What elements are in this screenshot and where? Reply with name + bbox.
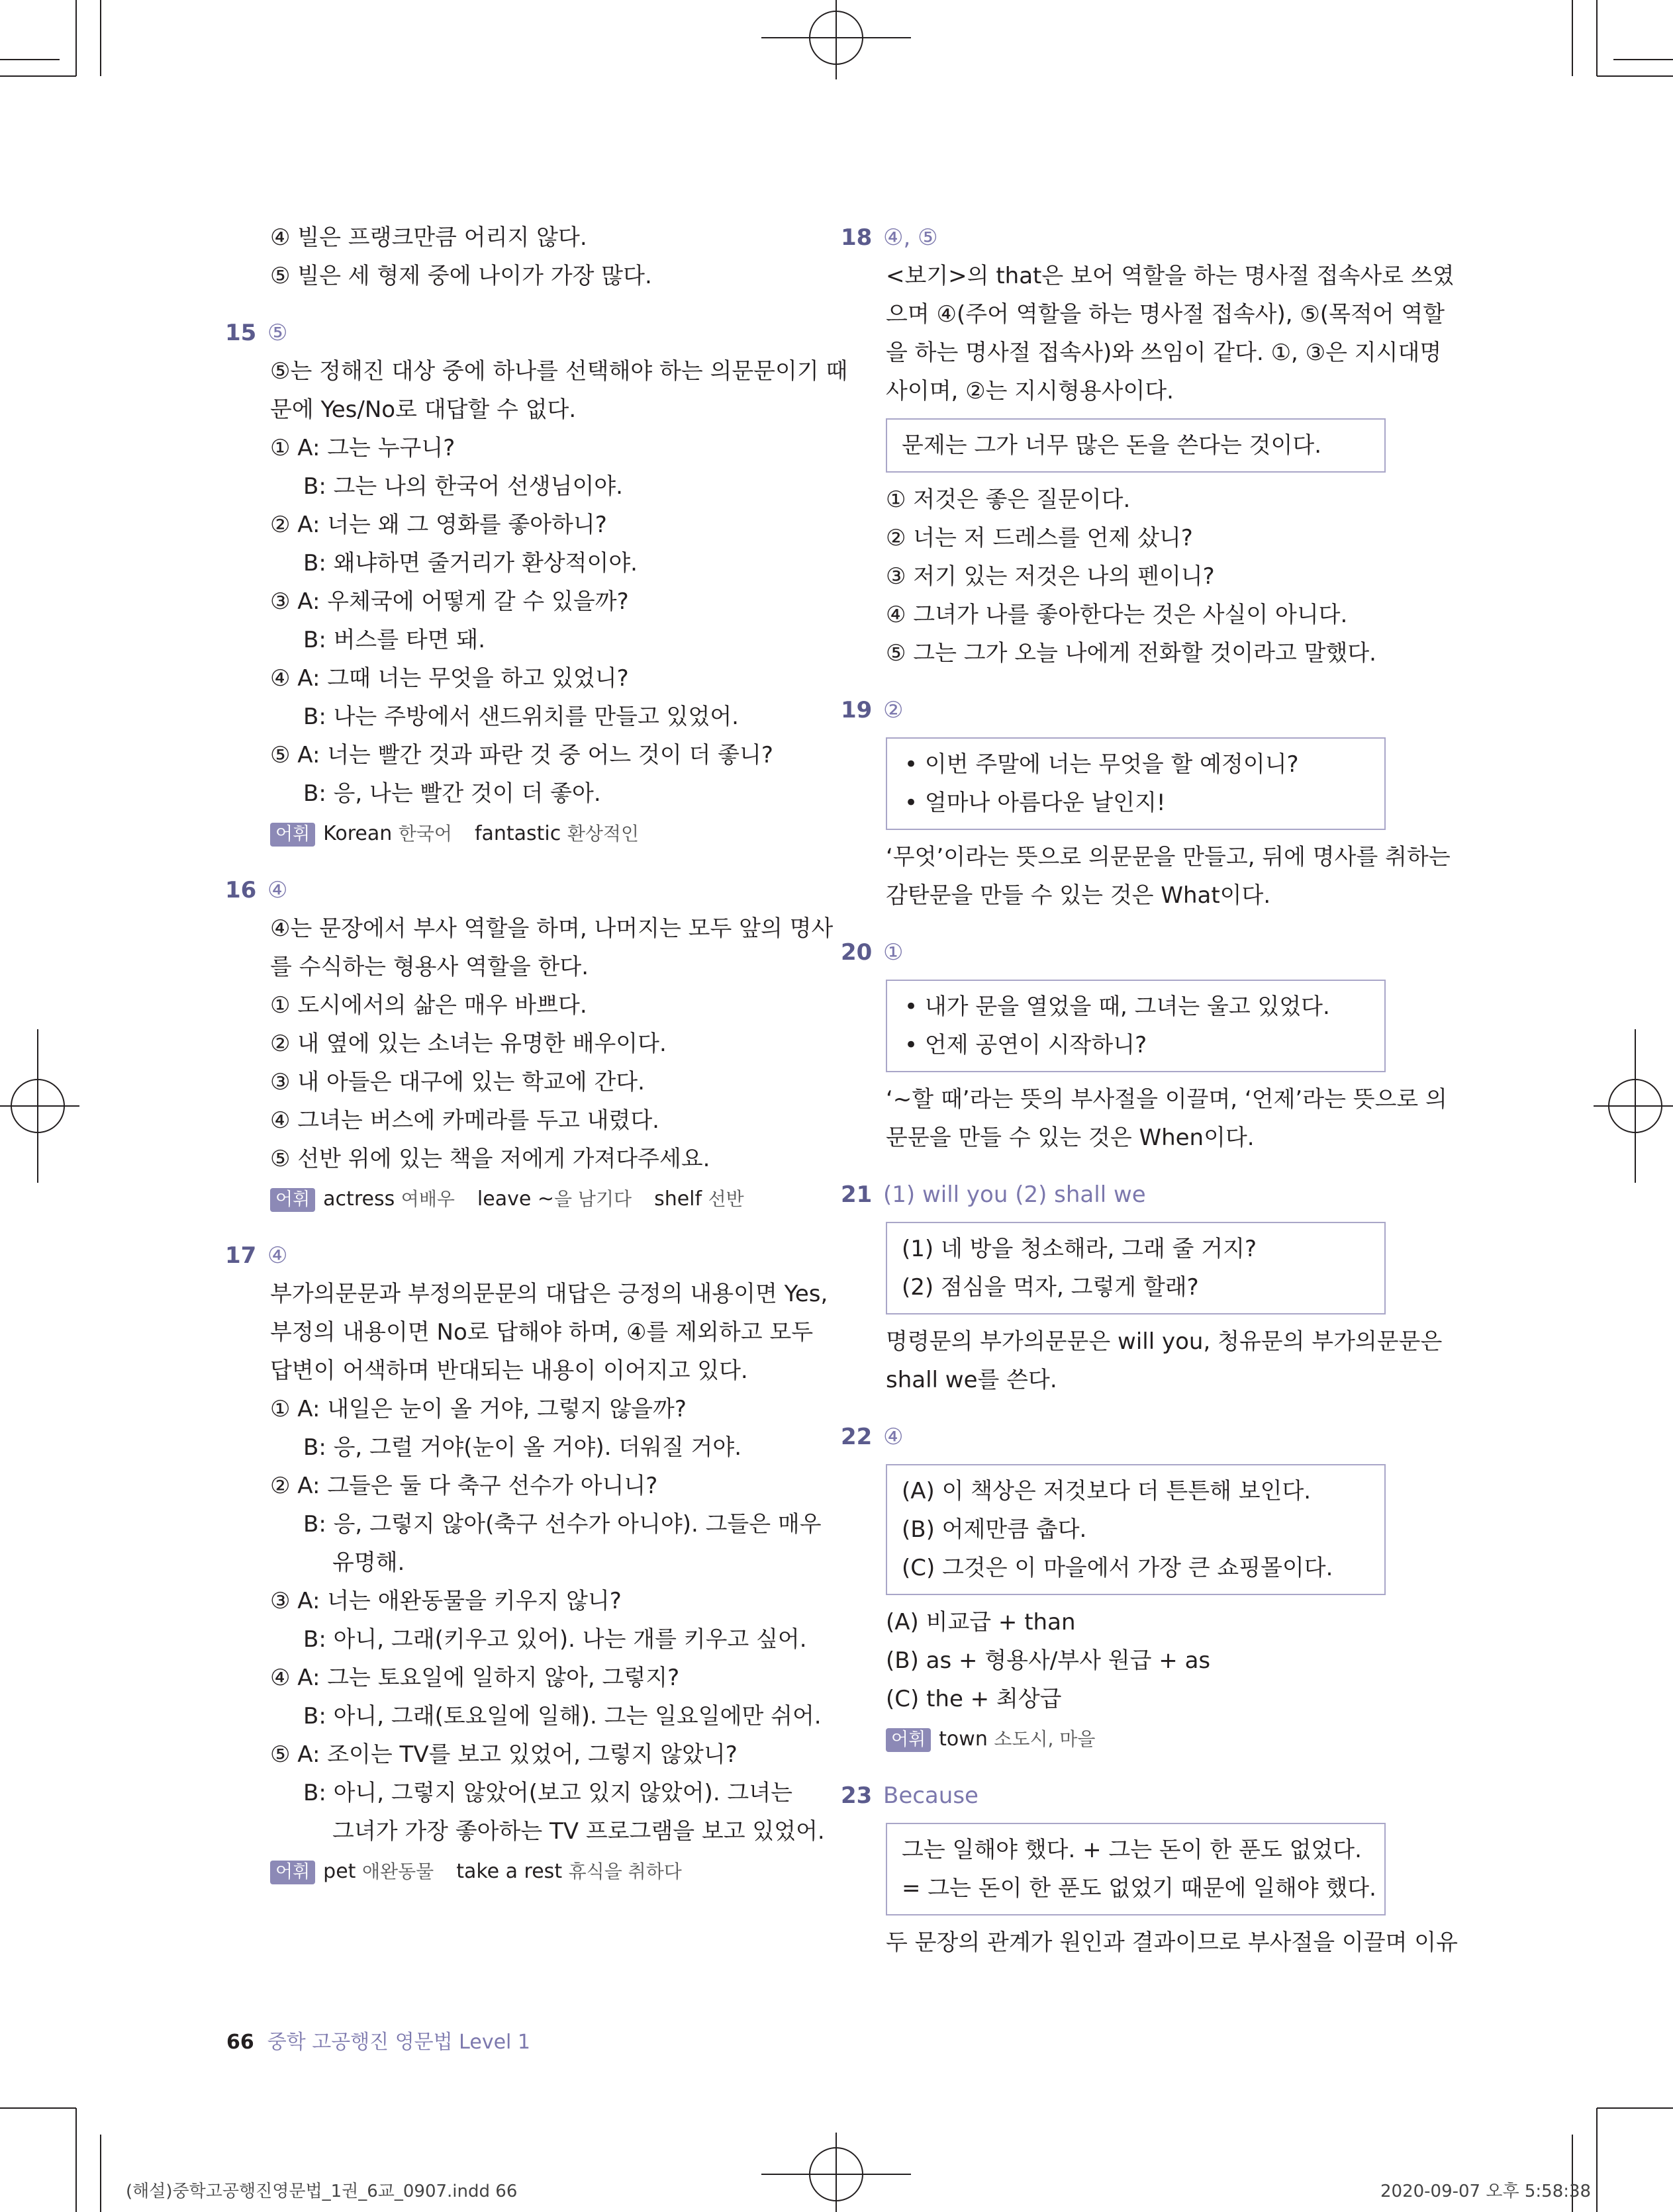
example-box — [886, 737, 1386, 830]
vocab-meaning: 소도시, 마을 — [994, 1728, 1096, 1750]
choice-item: ① 저것은 좋은 질문이다. — [886, 486, 1131, 513]
dialog-b: B: 응, 그렇지 않아(축구 선수가 아니야). 그들은 매우 — [303, 1511, 822, 1538]
question-number: 22 — [841, 1424, 873, 1450]
explanation-line: ④는 문장에서 부사 역할을 하며, 나머지는 모두 앞의 명사 — [270, 915, 834, 942]
explanation-line: ‘무엇’이라는 뜻으로 의문문을 만들고, 뒤에 명사를 취하는 — [886, 844, 1451, 870]
slug-filename: (해설)중학고공행진영문법_1권_6교_0907.indd 66 — [126, 2182, 518, 2201]
explanation-line: 명령문의 부가의문문은 will you, 청유문의 부가의문문은 — [886, 1328, 1443, 1355]
page-number: 66 — [226, 2031, 254, 2054]
choice-item: ② 너는 저 드레스를 언제 샀니? — [886, 525, 1193, 551]
vocab-line — [225, 1181, 808, 1218]
vocab-meaning: 한국어 — [398, 823, 452, 845]
dialog-b: B: 응, 나는 빨간 것이 더 좋아. — [303, 780, 601, 807]
vocab-word: town — [939, 1728, 988, 1751]
box-line: (B) 어제만큼 춥다. — [902, 1516, 1087, 1543]
choice-item: ⑤ 그는 그가 오늘 나에게 전화할 것이라고 말했다. — [886, 640, 1376, 667]
question-number: 23 — [841, 1782, 873, 1809]
text-line: ⑤ 빌은 세 형제 중에 나이가 가장 많다. — [270, 263, 652, 289]
vocab-meaning: 환상적인 — [567, 823, 640, 845]
dialog-a: ③ A: 우체국에 어떻게 갈 수 있을까? — [270, 588, 629, 615]
box-line: = 그는 돈이 한 푼도 없었기 때문에 일해야 했다. — [902, 1875, 1376, 1902]
vocab-word: shelf — [654, 1187, 702, 1211]
dialog-b-cont: 그녀가 가장 좋아하는 TV 프로그램을 보고 있었어. — [332, 1818, 825, 1845]
dialog-a: ② A: 그들은 둘 다 축구 선수가 아니니? — [270, 1473, 658, 1499]
explanation-line: shall we를 쓴다. — [886, 1367, 1057, 1393]
dialog-b: B: 버스를 타면 돼. — [303, 627, 486, 653]
question-21-header — [841, 1175, 1417, 1214]
question-19-header — [841, 691, 1417, 729]
question-number: 21 — [841, 1181, 873, 1208]
grammar-item: (B) as + 형용사/부사 원급 + as — [886, 1647, 1211, 1674]
question-number: 16 — [225, 877, 257, 903]
vocab-word: leave ~ — [477, 1187, 554, 1211]
box-line: (A) 이 책상은 저것보다 더 튼튼해 보인다. — [902, 1478, 1312, 1504]
box-line: (C) 그것은 이 마을에서 가장 큰 쇼핑몰이다. — [902, 1555, 1333, 1581]
question-number: 19 — [841, 697, 873, 723]
example-box — [886, 418, 1386, 473]
vocab-meaning: 여배우 — [401, 1188, 455, 1210]
answer: ⑤ — [267, 320, 288, 346]
vocab-tag: 어휘 — [886, 1728, 931, 1752]
question-17-header — [225, 1236, 808, 1275]
box-line: (2) 점심을 먹자, 그렇게 할래? — [902, 1274, 1199, 1301]
example-box — [886, 1823, 1386, 1915]
explanation-line: 두 문장의 관계가 원인과 결과이므로 부사절을 이끌며 이유 — [886, 1929, 1458, 1956]
choice-item: ② 내 옆에 있는 소녀는 유명한 배우이다. — [270, 1031, 667, 1057]
answer: ② — [883, 697, 904, 723]
right-column — [841, 218, 1458, 1962]
example-box — [886, 980, 1386, 1072]
example-box — [886, 1464, 1386, 1595]
left-column — [225, 218, 848, 1890]
box-line: • 내가 문을 열었을 때, 그녀는 울고 있었다. — [904, 993, 1330, 1020]
dialog-a: ④ A: 그때 너는 무엇을 하고 있었니? — [270, 665, 629, 692]
page-footer — [226, 2025, 530, 2054]
explanation-line: <보기>의 that은 보어 역할을 하는 명사절 접속사로 쓰였 — [886, 263, 1455, 289]
answer: ④ — [883, 1424, 904, 1450]
explanation-line: 감탄문을 만들 수 있는 것은 What이다. — [886, 882, 1271, 909]
slug-timestamp: 2020-09-07 오후 5:58:38 — [1380, 2182, 1592, 2201]
dialog-b: B: 나는 주방에서 샌드위치를 만들고 있었어. — [303, 704, 739, 730]
vocab-line — [841, 1721, 1417, 1758]
choice-item: ③ 저기 있는 저것은 나의 펜이니? — [886, 563, 1215, 590]
grammar-item: (C) the + 최상급 — [886, 1686, 1062, 1712]
answer: (1) will you (2) shall we — [883, 1181, 1146, 1208]
question-18-header — [841, 218, 1417, 257]
answer: ① — [883, 939, 904, 966]
answer: ④ — [267, 1242, 288, 1269]
dialog-a: ① A: 그는 누구니? — [270, 435, 455, 461]
explanation-line: 답변이 어색하며 반대되는 내용이 이어지고 있다. — [270, 1358, 748, 1384]
choice-item: ① 도시에서의 삶은 매우 바쁘다. — [270, 992, 587, 1019]
dialog-a: ① A: 내일은 눈이 올 거야, 그렇지 않을까? — [270, 1396, 687, 1422]
explanation-line: 사이며, ②는 지시형용사이다. — [886, 378, 1174, 404]
explanation-line: ‘~할 때’라는 뜻의 부사절을 이끌며, ‘언제’라는 뜻으로 의 — [886, 1086, 1447, 1113]
vocab-word: actress — [323, 1187, 395, 1211]
vocab-tag: 어휘 — [270, 1188, 315, 1212]
text-line: ④ 빌은 프랭크만큼 어리지 않다. — [270, 224, 587, 251]
choice-item: ④ 그녀가 나를 좋아한다는 것은 사실이 아니다. — [886, 602, 1348, 628]
box-line: 그는 일해야 했다. + 그는 돈이 한 푼도 없었다. — [902, 1837, 1362, 1863]
explanation-line: 으며 ④(주어 역할을 하는 명사절 접속사), ⑤(목적어 역할 — [886, 301, 1445, 328]
vocab-line — [225, 815, 808, 853]
question-20-header — [841, 933, 1417, 972]
box-line: (1) 네 방을 청소해라, 그래 줄 거지? — [902, 1236, 1257, 1262]
answer: Because — [883, 1782, 979, 1809]
answer: ④, ⑤ — [883, 224, 938, 251]
dialog-a: ⑤ A: 너는 빨간 것과 파란 것 중 어느 것이 더 좋니? — [270, 742, 773, 768]
dialog-b: B: 아니, 그래(키우고 있어). 나는 개를 키우고 싶어. — [303, 1626, 807, 1653]
dialog-b: B: 그는 나의 한국어 선생님이야. — [303, 473, 623, 500]
vocab-tag: 어휘 — [270, 1861, 315, 1884]
vocab-meaning: 선반 — [708, 1188, 744, 1210]
vocab-line — [225, 1853, 808, 1890]
question-number: 17 — [225, 1242, 257, 1269]
box-line: • 언제 공연이 시작하니? — [904, 1032, 1147, 1058]
book-title: 중학 고공행진 영문법 Level 1 — [267, 2031, 530, 2054]
dialog-b: B: 응, 그럴 거야(눈이 올 거야). 더워질 거야. — [303, 1434, 742, 1461]
explanation-line: 부가의문문과 부정의문문의 대답은 긍정의 내용이면 Yes, — [270, 1281, 828, 1307]
dialog-a: ② A: 너는 왜 그 영화를 좋아하니? — [270, 512, 607, 538]
choice-item: ③ 내 아들은 대구에 있는 학교에 간다. — [270, 1069, 645, 1095]
dialog-b: B: 왜냐하면 줄거리가 환상적이야. — [303, 550, 638, 576]
question-16-header — [225, 871, 808, 909]
dialog-a: ④ A: 그는 토요일에 일하지 않아, 그렇지? — [270, 1665, 680, 1691]
box-line: • 이번 주말에 너는 무엇을 할 예정이니? — [904, 751, 1299, 778]
choice-item: ④ 그녀는 버스에 카메라를 두고 내렸다. — [270, 1107, 659, 1134]
choice-item: ⑤ 선반 위에 있는 책을 저에게 가져다주세요. — [270, 1146, 710, 1172]
question-number: 15 — [225, 320, 257, 346]
dialog-b: B: 아니, 그래(토요일에 일해). 그는 일요일에만 쉬어. — [303, 1703, 822, 1729]
explanation-line: 문에 Yes/No로 대답할 수 없다. — [270, 396, 577, 423]
box-line: 문제는 그가 너무 많은 돈을 쓴다는 것이다. — [902, 432, 1321, 459]
question-22-header — [841, 1418, 1417, 1456]
vocab-meaning: 애완동물 — [361, 1861, 434, 1882]
example-box — [886, 1222, 1386, 1314]
box-line: • 얼마나 아름다운 날인지! — [904, 790, 1166, 816]
question-number: 20 — [841, 939, 873, 966]
vocab-meaning: 을 남기다 — [553, 1188, 632, 1210]
answer: ④ — [267, 877, 288, 903]
question-15-header — [225, 314, 808, 352]
dialog-a: ③ A: 너는 애완동물을 키우지 않니? — [270, 1588, 622, 1614]
explanation-line: 부정의 내용이면 No로 답해야 하며, ④를 제외하고 모두 — [270, 1319, 814, 1346]
vocab-word: Korean — [323, 822, 393, 845]
vocab-word: fantastic — [474, 822, 561, 845]
vocab-word: pet — [323, 1860, 356, 1883]
explanation-line: 을 하는 명사절 접속사)와 쓰임이 같다. ①, ③은 지시대명 — [886, 340, 1442, 366]
dialog-a: ⑤ A: 조이는 TV를 보고 있었어, 그렇지 않았니? — [270, 1741, 738, 1768]
dialog-b: B: 아니, 그렇지 않았어(보고 있지 않았어). 그녀는 — [303, 1780, 792, 1806]
vocab-word: take a rest — [456, 1860, 563, 1883]
explanation-line: ⑤는 정해진 대상 중에 하나를 선택해야 하는 의문문이기 때 — [270, 358, 848, 385]
question-number: 18 — [841, 224, 873, 251]
explanation-line: 문문을 만들 수 있는 것은 When이다. — [886, 1125, 1255, 1151]
vocab-meaning: 휴식을 취하다 — [568, 1861, 682, 1882]
dialog-b-cont: 유명해. — [332, 1549, 405, 1576]
question-23-header — [841, 1776, 1417, 1815]
vocab-tag: 어휘 — [270, 823, 315, 847]
explanation-line: 를 수식하는 형용사 역할을 한다. — [270, 954, 589, 980]
grammar-item: (A) 비교급 + than — [886, 1609, 1076, 1636]
